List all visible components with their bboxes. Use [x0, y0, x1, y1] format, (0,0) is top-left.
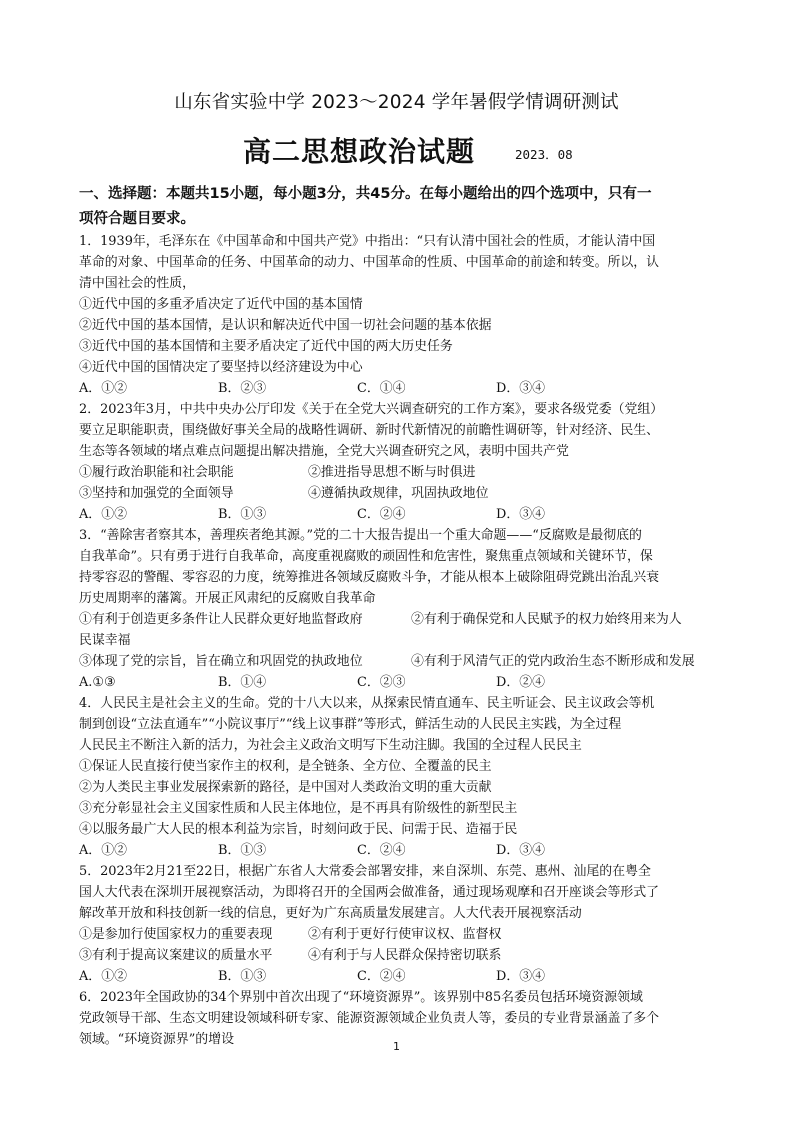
question-6-stem-line-3: 领域。“环境资源界”的增设 [79, 1032, 234, 1047]
question-4-option-a[interactable]: A．①② [79, 843, 127, 858]
question-1-option-a[interactable]: A．①② [79, 381, 127, 396]
exam-date: 2023．08 [515, 147, 573, 162]
school-title: 山东省实验中学 2023～2024 学年暑假学情调研测试 [174, 92, 619, 113]
question-4-option-c[interactable]: C．②④ [357, 843, 406, 858]
question-5-options [79, 966, 717, 987]
question-2-stem-line-1: 2．2023年3月，中共中央办公厅印发《关于在全党大兴调查研究的工作方案》，要求各级党委（党组） [79, 402, 664, 417]
question-1-option-d[interactable]: D．③④ [496, 381, 546, 396]
question-4-statement-3: ③充分彰显社会主义国家性质和人民主体地位，是不再具有阶级性的新型民主 [79, 801, 518, 816]
question-3-statements-row-2 [79, 651, 717, 672]
question-5 [79, 861, 717, 987]
question-5-stem-line-3: 解改革开放和科技创新一线的信息，更好为广东高质量发展建言。人大代表开展视察活动 [79, 906, 582, 921]
question-5-option-c[interactable]: C．②④ [357, 969, 406, 984]
question-4-option-d[interactable]: D．③④ [496, 843, 546, 858]
question-5-statements-row-2 [79, 945, 717, 966]
question-6-stem-line-2: 党政领导干部、生态文明建设领域科研专家、能源资源领域企业负责人等，委员的专业背景涵盖了多个 [79, 1011, 660, 1026]
question-1-option-c[interactable]: C．①④ [357, 381, 406, 396]
question-4-statement-4: ④以服务最广大人民的根本利益为宗旨，时刻问政于民、问需于民、造福于民 [79, 822, 518, 837]
question-3-statement-4: ④有利于风清气正的党内政治生态不断形成和发展 [411, 654, 695, 669]
question-3-statement-1: ①有利于创造更多条件让人民群众更好地监督政府 [79, 612, 363, 627]
question-1-stem-line-3: 清中国社会的性质， [79, 276, 196, 291]
question-list [79, 231, 717, 1050]
question-5-stem-line-1: 5．2023年2月21至22日，根据广东省人大常委会部署安排，来自深圳、东莞、惠州、汕尾的在粤全 [79, 864, 651, 879]
question-3 [79, 525, 717, 693]
question-2-statement-2: ②推进指导思想不断与时俱进 [308, 465, 476, 480]
question-1-stem-line-2: 革命的对象、中国革命的任务、中国革命的动力、中国革命的性质、中国革命的前途和转变。所以，认 [79, 255, 660, 270]
question-2-statement-1: ①履行政治职能和社会职能 [79, 465, 234, 480]
question-3-statement-2: ②有利于确保党和人民赋予的权力始终用来为人 [411, 612, 682, 627]
question-3-stem-line-1: 3．“善除害者察其本，善理疾者绝其源。”党的二十大报告提出一个重大命题——“反腐败是最彻底的 [79, 528, 642, 543]
question-3-options [79, 672, 717, 693]
question-5-option-b[interactable]: B．①③ [218, 969, 267, 984]
question-5-statement-3: ③有利于提高议案建议的质量水平 [79, 948, 273, 963]
question-1-option-b[interactable]: B．②③ [218, 381, 267, 396]
question-2-stem-line-2: 要立足职能职责，围绕做好事关全局的战略性调研、新时代新情况的前瞻性调研等，针对经济、民生、 [79, 423, 660, 438]
question-2-statement-3: ③坚持和加强党的全面领导 [79, 486, 234, 501]
question-3-stem-line-3: 持零容忍的警醒、零容忍的力度，统筹推进各领域反腐败斗争，才能从根本上破除阻碍党跳出治乱兴衰 [79, 570, 660, 585]
question-3-statement-2-continued: 民谋幸福 [79, 633, 131, 648]
page-number: 1 [393, 1040, 400, 1053]
question-1-options [79, 378, 717, 399]
question-3-option-a[interactable]: A.①③ [79, 675, 116, 690]
question-1-statement-2: ②近代中国的基本国情，是认识和解决近代中国一切社会问题的基本依据 [79, 318, 492, 333]
question-2-option-c[interactable]: C．②④ [357, 507, 406, 522]
question-5-statement-4: ④有利于与人民群众保持密切联系 [308, 948, 502, 963]
question-2-statements-row-1 [79, 462, 717, 483]
question-4-stem-line-3: 人民民主不断注入新的活力，为社会主义政治文明写下生动注脚。我国的全过程人民民主 [79, 738, 582, 753]
exam-title: 高二思想政治试题 [243, 135, 476, 168]
question-3-stem-line-4: 历史周期率的藩篱。开展正风肃纪的反腐败自我革命 [79, 591, 376, 606]
question-3-option-c[interactable]: C．②③ [357, 675, 406, 690]
question-4-stem-line-2: 制到创设“立法直通车”“小院议事厅”“线上议事群”等形式，鲜活生动的人民民主实践，为全过程 [79, 717, 622, 732]
question-2-option-a[interactable]: A．①② [79, 507, 127, 522]
question-2-statements-row-2 [79, 483, 717, 504]
question-5-statement-1: ①是参加行使国家权力的重要表现 [79, 927, 273, 942]
question-3-statements-row-1 [79, 609, 717, 630]
question-4 [79, 693, 717, 861]
question-5-option-a[interactable]: A．①② [79, 969, 127, 984]
question-1-statement-3: ③近代中国的基本国情和主要矛盾决定了近代中国的两大历史任务 [79, 339, 453, 354]
question-3-statement-3: ③体现了党的宗旨，旨在确立和巩固党的执政地位 [79, 654, 363, 669]
question-3-option-d[interactable]: D．②④ [496, 675, 546, 690]
section-header [79, 182, 719, 232]
question-5-option-d[interactable]: D．③④ [496, 969, 546, 984]
question-6-stem-line-1: 6．2023年全国政协的34个界别中首次出现了“环境资源界”。该界别中85名委员包括环境资源领域 [79, 990, 643, 1005]
question-2-option-b[interactable]: B．①③ [218, 507, 267, 522]
question-4-stem-line-1: 4．人民民主是社会主义的生命。党的十八大以来，从探索民情直通车、民主听证会、民主议政会等机 [79, 696, 655, 711]
question-5-statement-2: ②有利于更好行使审议权、监督权 [308, 927, 502, 942]
question-1-statement-1: ①近代中国的多重矛盾决定了近代中国的基本国情 [79, 297, 363, 312]
question-4-statement-2: ②为人类民主事业发展探索新的路径，是中国对人类政治文明的重大贡献 [79, 780, 492, 795]
section-header-line-1: 一、选择题：本题共15小题，每小题3分，共45分。在每小题给出的四个选项中，只有一 [79, 186, 652, 202]
question-2-statement-4: ④遵循执政规律，巩固执政地位 [308, 486, 489, 501]
question-3-stem-line-2: 自我革命”。只有勇于进行自我革命，高度重视腐败的顽固性和危害性，聚焦重点领域和关键环节，保 [79, 549, 653, 564]
question-1-statement-4: ④近代中国的国情决定了要坚持以经济建设为中心 [79, 360, 363, 375]
question-5-statements-row-1 [79, 924, 717, 945]
section-header-line-2: 项符合题目要求。 [79, 211, 195, 227]
question-2-options [79, 504, 717, 525]
question-4-statement-1: ①保证人民直接行使当家作主的权利，是全链条、全方位、全覆盖的民主 [79, 759, 492, 774]
question-4-options [79, 840, 717, 861]
question-2 [79, 399, 717, 525]
question-1 [79, 231, 717, 399]
question-1-stem-line-1: 1．1939年，毛泽东在《中国革命和中国共产党》中指出：“只有认清中国社会的性质，才能认清中国 [79, 234, 656, 249]
question-4-option-b[interactable]: B．①③ [218, 843, 267, 858]
question-5-stem-line-2: 国人大代表在深圳开展视察活动，为即将召开的全国两会做准备，通过现场观摩和召开座谈会等形式了 [79, 885, 660, 900]
question-3-option-b[interactable]: B．①④ [218, 675, 267, 690]
question-2-stem-line-3: 生态等各领域的堵点难点问题提出解决措施，全党大兴调查研究之风，表明中国共产党 [79, 444, 569, 459]
question-2-option-d[interactable]: D．③④ [496, 507, 546, 522]
